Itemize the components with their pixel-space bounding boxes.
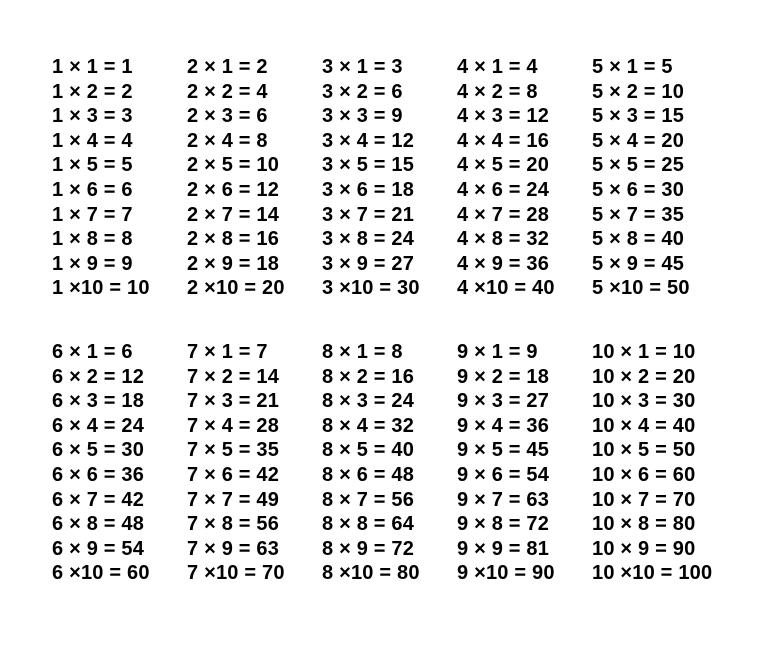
table-row: 1 × 5 = 5 — [52, 154, 133, 177]
table-row: 6 × 5 = 30 — [52, 439, 145, 462]
table-row: 6 ×10 = 60 — [52, 562, 150, 585]
table-row: 4 ×10 = 40 — [457, 277, 555, 300]
table-row: 9 × 1 = 9 — [457, 341, 538, 363]
table-block-6-to-10 — [52, 340, 727, 586]
table-row: 3 × 8 = 24 — [322, 228, 415, 251]
table-row: 4 × 7 = 28 — [457, 203, 550, 226]
table-row: 6 × 2 = 12 — [52, 365, 145, 388]
table-row: 8 × 2 = 16 — [322, 365, 415, 388]
table-row: 5 × 1 = 5 — [592, 56, 673, 78]
table-row: 7 × 8 = 56 — [187, 513, 280, 536]
table-column-2 — [187, 55, 322, 301]
table-row: 9 × 7 = 63 — [457, 488, 550, 511]
table-row: 6 × 1 = 6 — [52, 341, 133, 363]
table-row: 9 × 6 = 54 — [457, 463, 550, 486]
table-row: 10 × 1 = 10 — [592, 341, 696, 363]
table-row: 7 × 1 = 7 — [187, 341, 268, 363]
table-row: 10 × 7 = 70 — [592, 488, 696, 511]
table-column-7 — [187, 340, 322, 586]
table-row: 5 × 9 = 45 — [592, 252, 685, 275]
table-row: 6 × 4 = 24 — [52, 414, 145, 437]
table-row: 6 × 9 = 54 — [52, 537, 145, 560]
table-row: 10 ×10 = 100 — [592, 562, 713, 585]
table-block-1-to-5 — [52, 55, 727, 301]
table-row: 2 × 8 = 16 — [187, 228, 280, 251]
table-row: 4 × 4 = 16 — [457, 129, 550, 152]
table-row: 3 × 6 = 18 — [322, 178, 415, 201]
table-row: 3 × 9 = 27 — [322, 252, 415, 275]
table-row: 4 × 9 = 36 — [457, 252, 550, 275]
table-row: 1 × 6 = 6 — [52, 178, 133, 201]
table-row: 9 × 8 = 72 — [457, 513, 550, 536]
table-row: 1 × 4 = 4 — [52, 129, 133, 152]
table-row: 4 × 1 = 4 — [457, 56, 538, 78]
table-row: 5 × 5 = 25 — [592, 154, 685, 177]
table-row: 2 × 1 = 2 — [187, 56, 268, 78]
table-column-4 — [457, 55, 592, 301]
table-row: 9 × 4 = 36 — [457, 414, 550, 437]
table-row: 8 × 4 = 32 — [322, 414, 415, 437]
table-row: 1 × 3 = 3 — [52, 105, 133, 128]
table-row: 4 × 3 = 12 — [457, 105, 550, 128]
table-row: 1 × 2 = 2 — [52, 80, 133, 103]
table-row: 9 × 5 = 45 — [457, 439, 550, 462]
table-row: 10 × 8 = 80 — [592, 513, 696, 536]
table-row: 2 × 5 = 10 — [187, 154, 280, 177]
table-row: 8 × 9 = 72 — [322, 537, 415, 560]
table-column-9 — [457, 340, 592, 586]
table-row: 9 × 9 = 81 — [457, 537, 550, 560]
table-row: 6 × 6 = 36 — [52, 463, 145, 486]
table-row: 3 × 2 = 6 — [322, 80, 403, 103]
table-row: 3 × 7 = 21 — [322, 203, 415, 226]
table-row: 10 × 5 = 50 — [592, 439, 696, 462]
table-row: 8 × 3 = 24 — [322, 390, 415, 413]
table-row: 10 × 6 = 60 — [592, 463, 696, 486]
table-row: 1 × 8 = 8 — [52, 228, 133, 251]
table-row: 4 × 6 = 24 — [457, 178, 550, 201]
table-row: 7 × 4 = 28 — [187, 414, 280, 437]
table-column-3 — [322, 55, 457, 301]
table-row: 7 × 5 = 35 — [187, 439, 280, 462]
table-row: 8 × 6 = 48 — [322, 463, 415, 486]
table-row: 10 × 4 = 40 — [592, 414, 696, 437]
table-row: 4 × 8 = 32 — [457, 228, 550, 251]
table-row: 7 × 3 = 21 — [187, 390, 280, 413]
table-row: 5 ×10 = 50 — [592, 277, 690, 300]
table-row: 7 × 9 = 63 — [187, 537, 280, 560]
table-row: 1 ×10 = 10 — [52, 277, 150, 300]
table-row: 8 × 7 = 56 — [322, 488, 415, 511]
table-row: 1 × 9 = 9 — [52, 252, 133, 275]
table-row: 7 × 2 = 14 — [187, 365, 280, 388]
table-row: 5 × 8 = 40 — [592, 228, 685, 251]
table-row: 7 × 7 = 49 — [187, 488, 280, 511]
table-row: 10 × 9 = 90 — [592, 537, 696, 560]
table-row: 2 × 9 = 18 — [187, 252, 280, 275]
table-row: 3 × 3 = 9 — [322, 105, 403, 128]
table-row: 7 × 6 = 42 — [187, 463, 280, 486]
table-row: 5 × 4 = 20 — [592, 129, 685, 152]
table-row: 8 × 8 = 64 — [322, 513, 415, 536]
table-column-8 — [322, 340, 457, 586]
table-row: 10 × 3 = 30 — [592, 390, 696, 413]
table-row: 3 ×10 = 30 — [322, 277, 420, 300]
table-row: 3 × 4 = 12 — [322, 129, 415, 152]
table-row: 2 × 3 = 6 — [187, 105, 268, 128]
table-row: 8 × 5 = 40 — [322, 439, 415, 462]
table-column-6 — [52, 340, 187, 586]
table-row: 1 × 1 = 1 — [52, 56, 133, 78]
table-column-10 — [592, 340, 727, 586]
table-row: 3 × 5 = 15 — [322, 154, 415, 177]
table-row: 7 ×10 = 70 — [187, 562, 285, 585]
table-row: 6 × 8 = 48 — [52, 513, 145, 536]
table-row: 2 × 2 = 4 — [187, 80, 268, 103]
table-row: 10 × 2 = 20 — [592, 365, 696, 388]
table-row: 6 × 7 = 42 — [52, 488, 145, 511]
table-row: 6 × 3 = 18 — [52, 390, 145, 413]
table-row: 2 ×10 = 20 — [187, 277, 285, 300]
table-row: 9 ×10 = 90 — [457, 562, 555, 585]
table-row: 5 × 3 = 15 — [592, 105, 685, 128]
table-row: 1 × 7 = 7 — [52, 203, 133, 226]
table-row: 4 × 5 = 20 — [457, 154, 550, 177]
table-row: 5 × 7 = 35 — [592, 203, 685, 226]
table-row: 8 ×10 = 80 — [322, 562, 420, 585]
table-row: 5 × 2 = 10 — [592, 80, 685, 103]
table-row: 2 × 4 = 8 — [187, 129, 268, 152]
table-row: 2 × 6 = 12 — [187, 178, 280, 201]
table-row: 3 × 1 = 3 — [322, 56, 403, 78]
table-column-5 — [592, 55, 727, 301]
table-row: 8 × 1 = 8 — [322, 341, 403, 363]
table-row: 5 × 6 = 30 — [592, 178, 685, 201]
table-row: 2 × 7 = 14 — [187, 203, 280, 226]
table-row: 9 × 3 = 27 — [457, 390, 550, 413]
table-row: 4 × 2 = 8 — [457, 80, 538, 103]
table-column-1 — [52, 55, 187, 301]
table-row: 9 × 2 = 18 — [457, 365, 550, 388]
